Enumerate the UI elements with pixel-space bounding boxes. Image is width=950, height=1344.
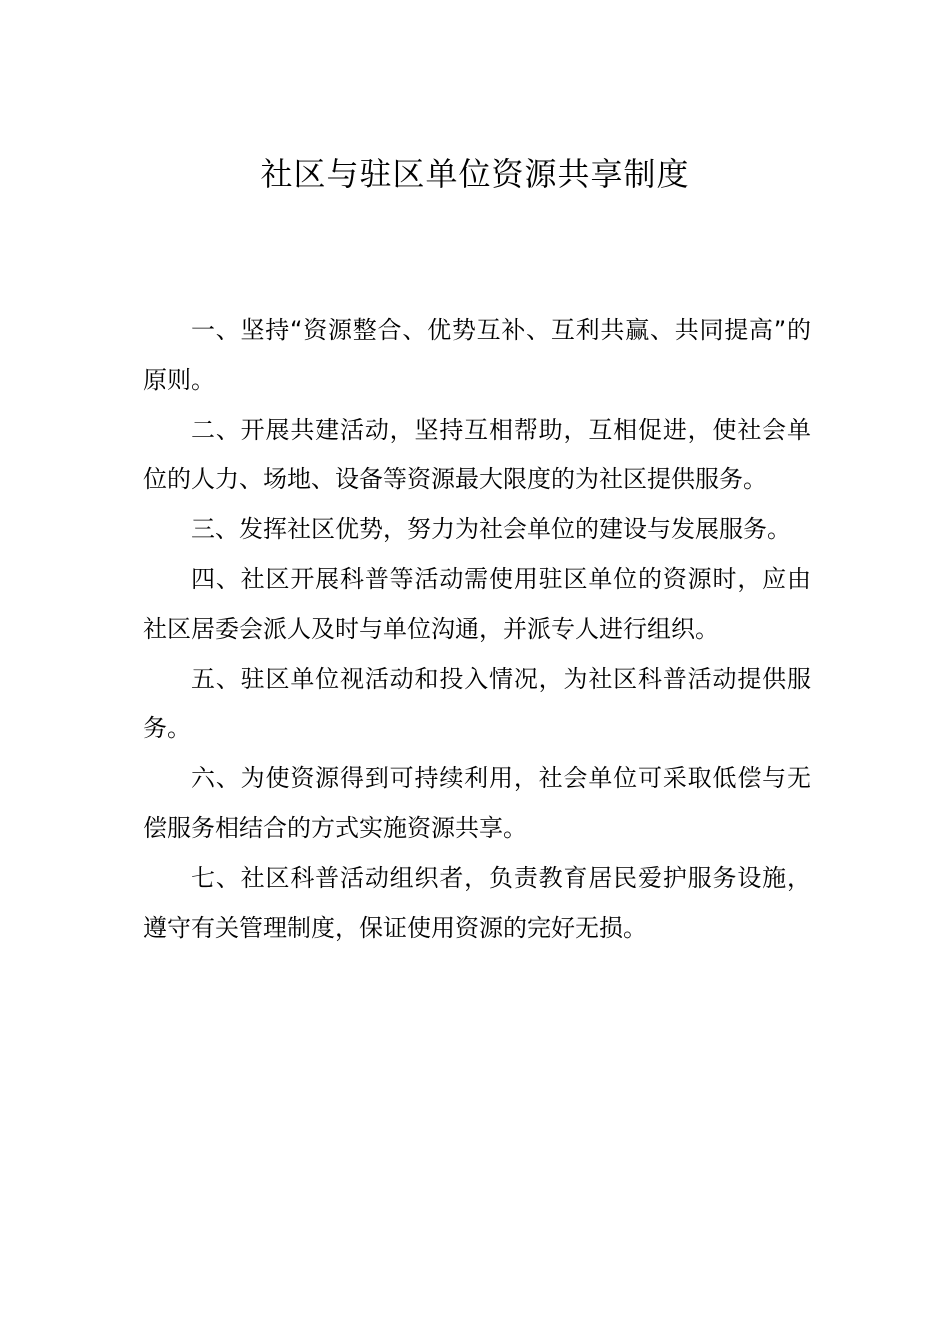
paragraph-3: 三、发挥社区优势，努力为社会单位的建设与发展服务。	[191, 515, 791, 544]
paragraph-1: 一、坚持“资源整合、优势互补、互利共赢、共同提高”的原则。	[143, 316, 811, 394]
paragraph-4: 四、社区开展科普等活动需使用驻区单位的资源时，应由社区居委会派人及时与单位沟通，并派专人进行组织。	[143, 564, 811, 643]
paragraph-6: 六、为使资源得到可持续利用，社会单位可采取低偿与无偿服务相结合的方式实施资源共享。	[143, 764, 811, 842]
paragraph-5: 五、驻区单位视活动和投入情况，为社区科普活动提供服务。	[143, 664, 811, 743]
paragraph-2: 二、开展共建活动，坚持互相帮助，互相促进，使社会单位的人力、场地、设备等资源最大限度的为社区提供服务。	[143, 415, 811, 494]
document-title: 社区与驻区单位资源共享制度	[260, 155, 690, 193]
document-body	[143, 306, 811, 953]
paragraph-7: 七、社区科普活动组织者，负责教育居民爱护服务设施，遵守有关管理制度，保证使用资源的完好无损。	[143, 863, 811, 942]
